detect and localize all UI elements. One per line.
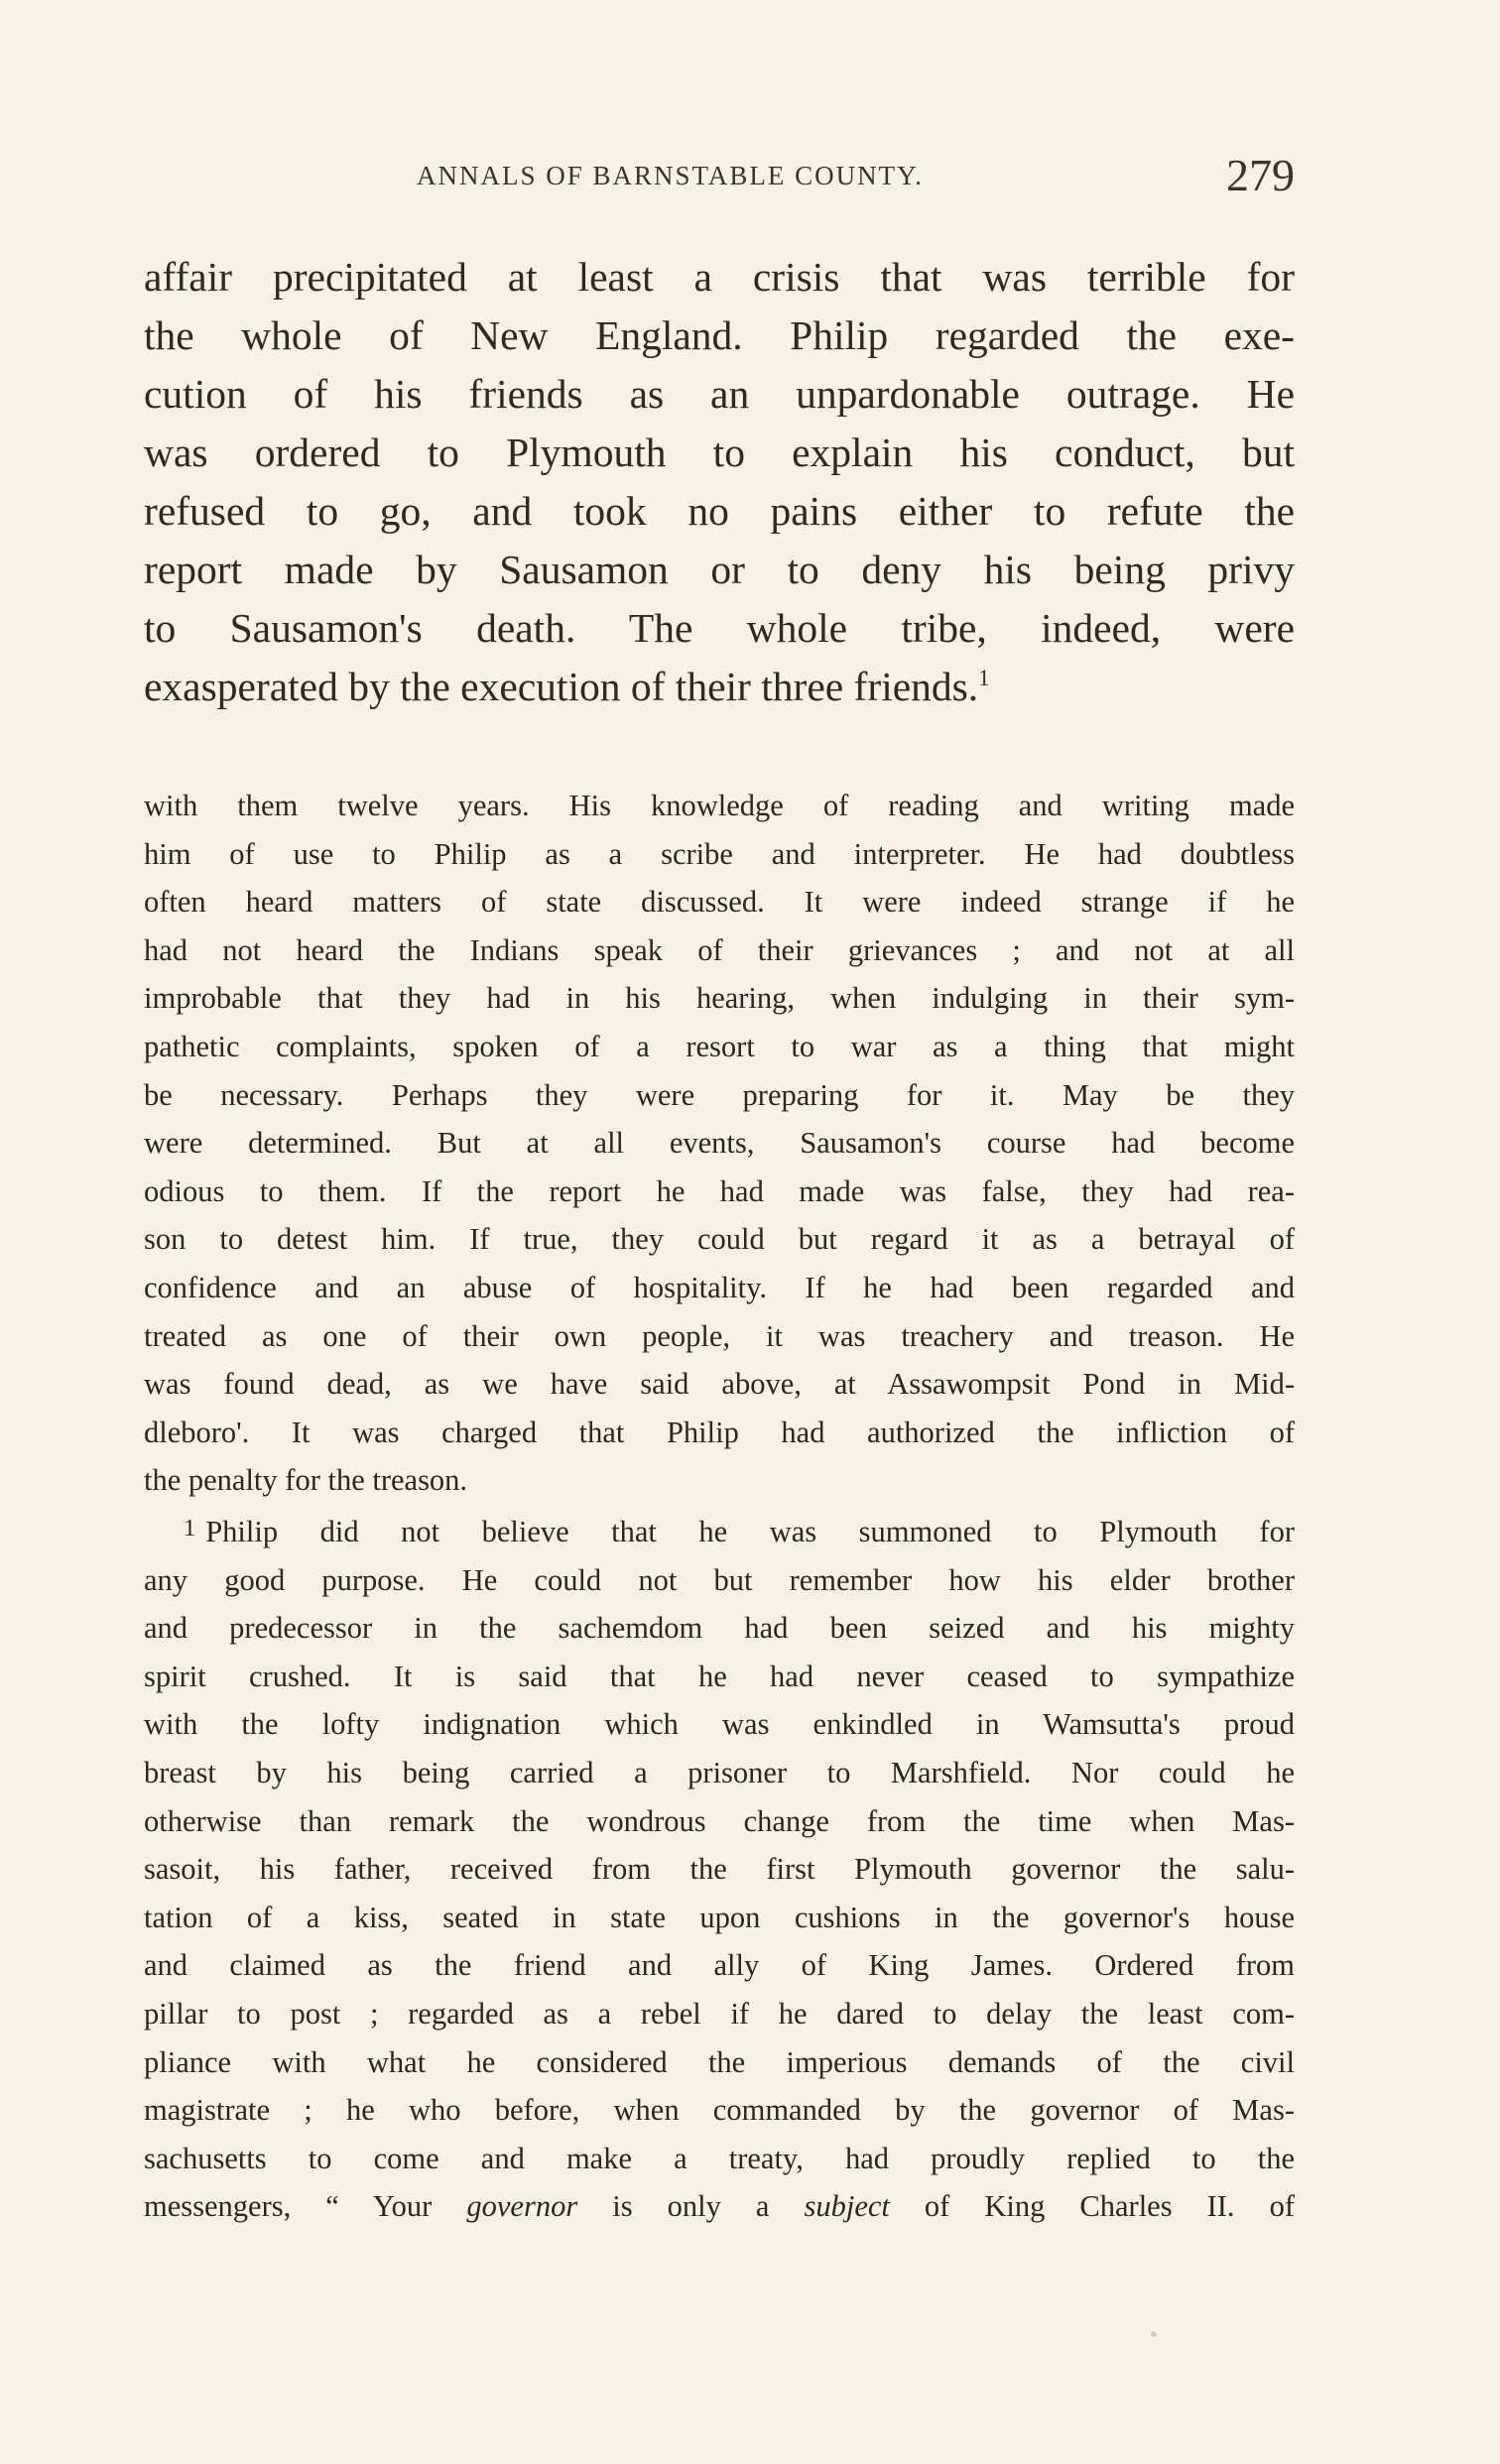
footnote-line: confidence and an abuse of hospitality. If he had been regarded and: [144, 1270, 1295, 1304]
footnote-reference: 1: [978, 666, 990, 691]
footnote-marker: 1: [184, 1514, 196, 1541]
footnote-line: magistrate ; he who before, when commanded by the governor of Mas-: [144, 2093, 1295, 2128]
footnote-line: tation of a kiss, seated in state upon cushions in the governor's house: [144, 1900, 1295, 1934]
footnote-line: and claimed as the friend and ally of King James. Ordered from: [144, 1948, 1295, 1983]
footnote-text: of King Charles II. of: [889, 2189, 1296, 2224]
footnote-line: with the lofty indignation which was enkindled in Wamsutta's proud: [144, 1707, 1295, 1742]
body-line: to Sausamon's death. The whole tribe, indeed, were: [144, 605, 1295, 651]
footnote-line: any good purpose. He could not but remember how his elder brother: [144, 1562, 1295, 1597]
footnote-line: spirit crushed. It is said that he had never ceased to sympathize: [144, 1659, 1295, 1693]
body-line-last: [144, 658, 1295, 716]
body-text: [144, 248, 1295, 716]
footnote-text: is only a: [577, 2189, 805, 2224]
footnote-1-first-line: [144, 1505, 1295, 1556]
footnote-line: pathetic complaints, spoken of a resort to war as a thing that might: [144, 1029, 1295, 1063]
footnote-line: and predecessor in the sachemdom had been seized and his mighty: [144, 1611, 1295, 1646]
footnote-line: pliance with what he considered the imperious demands of the civil: [144, 2044, 1295, 2079]
footnote-line: with them twelve years. His knowledge of reading and writing made: [144, 789, 1295, 822]
footnote-line: otherwise than remark the wondrous change from the time when Mas-: [144, 1803, 1295, 1838]
footnote-line: sachusetts to come and make a treaty, had proudly replied to the: [144, 2141, 1295, 2175]
footnote-line: treated as one of their own people, it was treachery and treason. He: [144, 1318, 1295, 1353]
italic-word-governor: governor: [466, 2189, 578, 2224]
body-line: affair precipitated at least a crisis that was terrible for: [144, 254, 1295, 300]
footnote-line: him of use to Philip as a scribe and interpreter. He had doubtless: [144, 836, 1295, 871]
footnote-line: was found dead, as we have said above, at Assawompsit Pond in Mid-: [144, 1367, 1295, 1402]
italic-word-subject: subject: [804, 2189, 890, 2224]
paper-speck: [1151, 2331, 1157, 2337]
footnote-line-last: [144, 2182, 1295, 2231]
footnote-line: pillar to post ; regarded as a rebel if he dared to delay the least com-: [144, 1996, 1295, 2031]
footnote-line: be necessary. Perhaps they were preparing for it. May be they: [144, 1077, 1295, 1112]
footnote-line: breast by his being carried a prisoner to Marshfield. Nor could he: [144, 1755, 1295, 1789]
footnote-line: son to detest him. If true, they could but regard it as a betrayal of: [144, 1222, 1295, 1257]
footnote-line: the penalty for the treason.: [144, 1463, 468, 1498]
body-line-text: exasperated by the execution of their three friends.: [144, 664, 979, 709]
footnote-line: dleboro'. It was charged that Philip had authorized the infliction of: [144, 1415, 1295, 1449]
running-head: [144, 150, 1295, 200]
footnote-line: were determined. But at all events, Sausamon's course had become: [144, 1126, 1295, 1161]
page-number: 279: [1226, 150, 1295, 200]
body-line: the whole of New England. Philip regarded the exe-: [144, 312, 1295, 358]
footnote-line: often heard matters of state discussed. It were indeed strange if he: [144, 885, 1295, 920]
body-line: was ordered to Plymouth to explain his conduct, but: [144, 430, 1295, 475]
footnote-line-text: Philip did not believe that he was summoned to Plymouth for: [205, 1515, 1295, 1548]
footnotes: [144, 782, 1295, 2231]
running-title: ANNALS OF BARNSTABLE COUNTY.: [417, 161, 924, 190]
footnote-line: improbable that they had in his hearing, when indulging in their sym-: [144, 981, 1295, 1016]
body-line: cution of his friends as an unpardonable outrage. He: [144, 371, 1295, 417]
body-line: refused to go, and took no pains either to refute the: [144, 488, 1295, 534]
footnote-line: had not heard the Indians speak of their grievances ; and not at all: [144, 932, 1295, 967]
body-line: report made by Sausamon or to deny his being privy: [144, 547, 1295, 592]
footnote-line: odious to them. If the report he had made was false, they had rea-: [144, 1173, 1295, 1208]
footnote-text: messengers, “ Your: [144, 2189, 467, 2224]
footnote-line: sasoit, his father, received from the first Plymouth governor the salu-: [144, 1852, 1295, 1887]
